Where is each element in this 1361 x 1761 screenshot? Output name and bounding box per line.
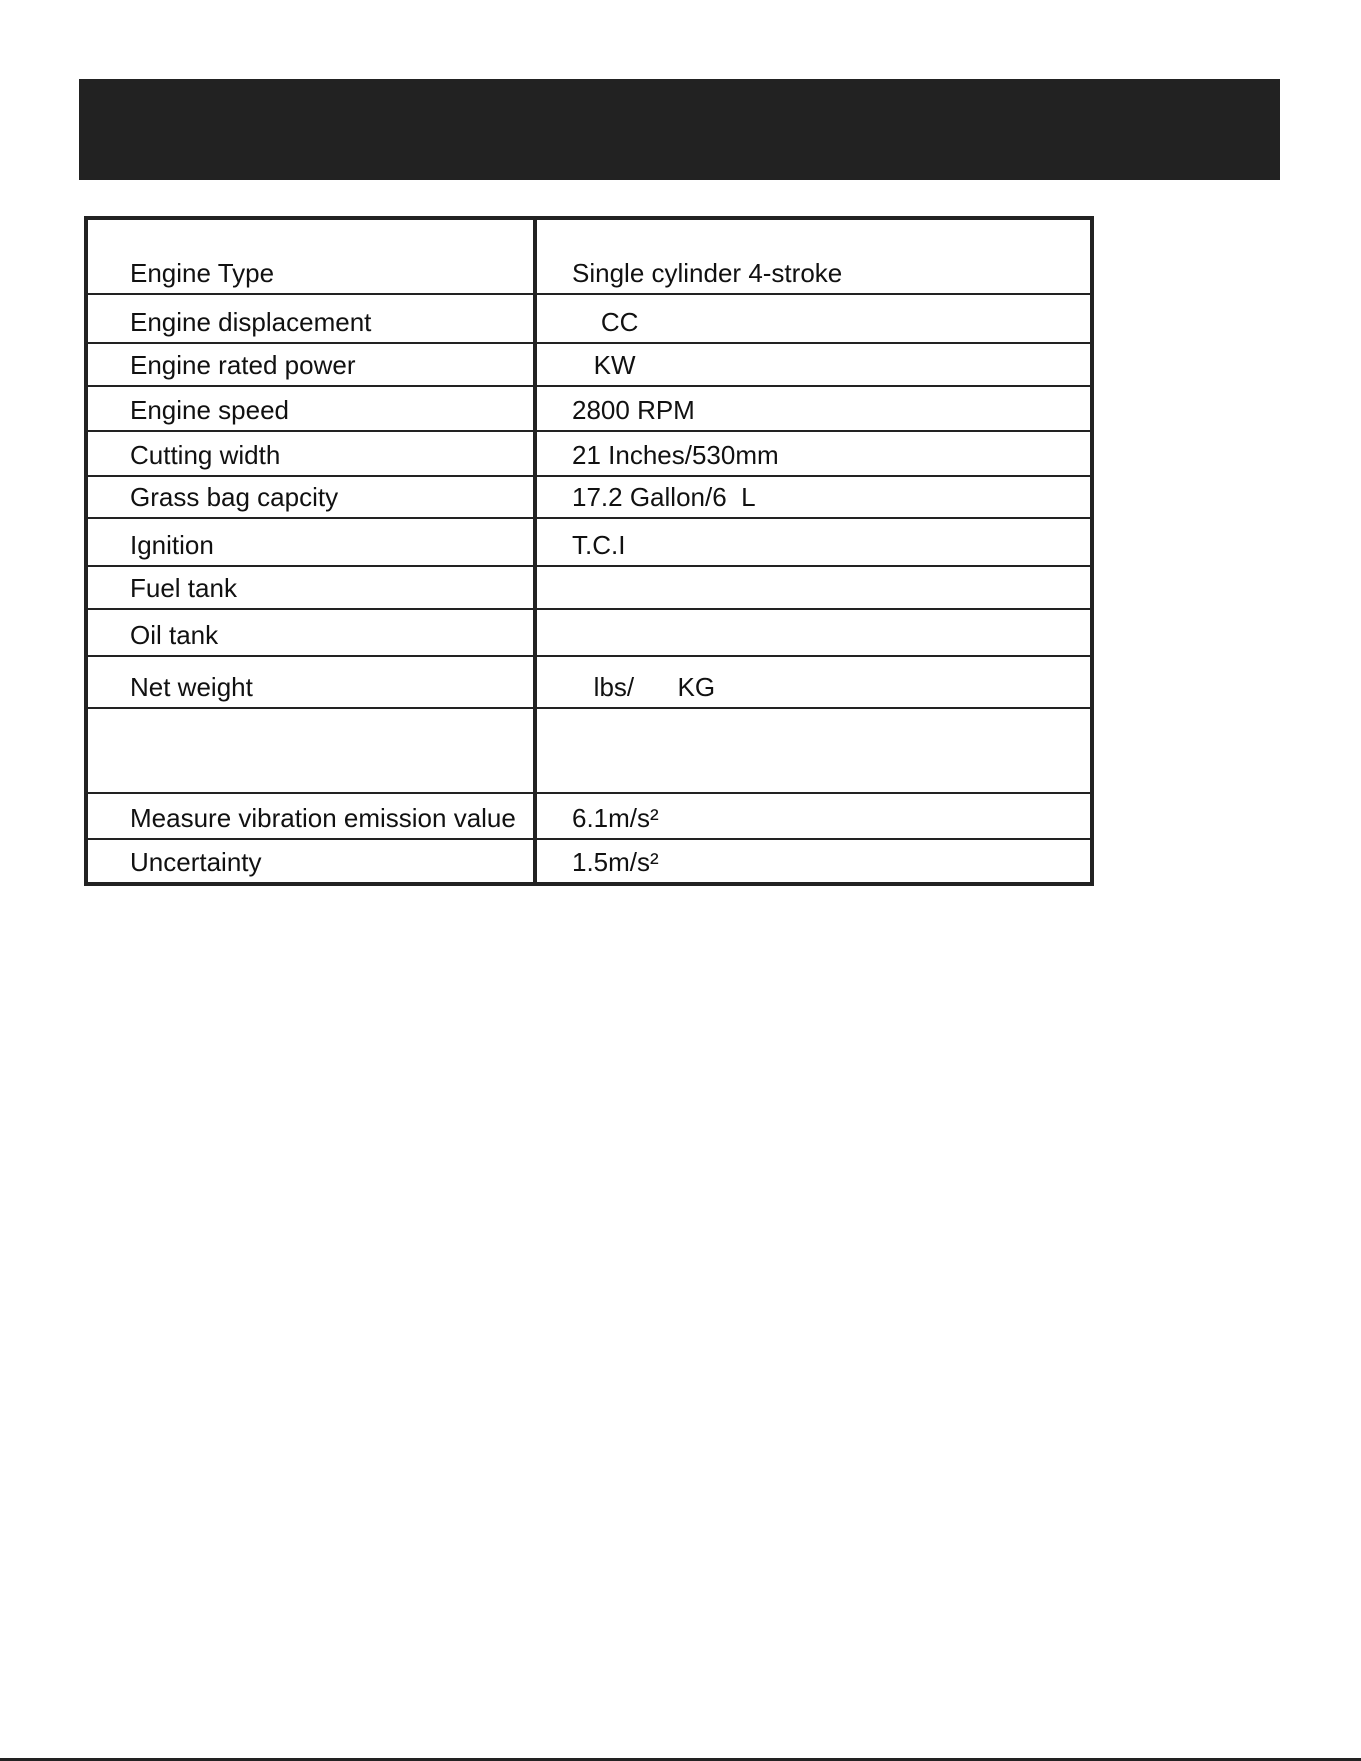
spec-label: Engine rated power — [86, 343, 535, 386]
spec-value — [535, 566, 1092, 609]
spec-label: Engine speed — [86, 386, 535, 431]
table-row — [86, 218, 1092, 294]
spec-label: Fuel tank — [86, 566, 535, 609]
table-row — [86, 476, 1092, 518]
spec-label: Uncertainty — [86, 839, 535, 884]
spec-value: 21 Inches/530mm — [535, 431, 1092, 476]
spec-label: Engine Type — [86, 218, 535, 294]
table-row — [86, 656, 1092, 708]
spec-value: KW — [535, 343, 1092, 386]
table-row — [86, 386, 1092, 431]
spec-value: 17.2 Gallon/6 L — [535, 476, 1092, 518]
table-row — [86, 793, 1092, 839]
specifications-table — [84, 216, 1094, 886]
spec-label: Oil tank — [86, 609, 535, 656]
spec-value: lbs/ KG — [535, 656, 1092, 708]
header-bar — [79, 79, 1280, 180]
table-row — [86, 294, 1092, 343]
spec-label — [86, 708, 535, 793]
spec-label: Measure vibration emission value — [86, 793, 535, 839]
table-row — [86, 609, 1092, 656]
table-row — [86, 431, 1092, 476]
spec-label: Engine displacement — [86, 294, 535, 343]
table-row — [86, 566, 1092, 609]
spec-value: 1.5m/s² — [535, 839, 1092, 884]
spec-value: T.C.I — [535, 518, 1092, 566]
table-row — [86, 343, 1092, 386]
spec-value — [535, 708, 1092, 793]
spec-value: 6.1m/s² — [535, 793, 1092, 839]
spec-label: Cutting width — [86, 431, 535, 476]
spec-value: 2800 RPM — [535, 386, 1092, 431]
spec-label: Grass bag capcity — [86, 476, 535, 518]
spec-value: Single cylinder 4-stroke — [535, 218, 1092, 294]
table-row — [86, 518, 1092, 566]
spec-label: Net weight — [86, 656, 535, 708]
spec-value: CC — [535, 294, 1092, 343]
spec-label: Ignition — [86, 518, 535, 566]
table-row — [86, 708, 1092, 793]
spec-value — [535, 609, 1092, 656]
table-row — [86, 839, 1092, 884]
